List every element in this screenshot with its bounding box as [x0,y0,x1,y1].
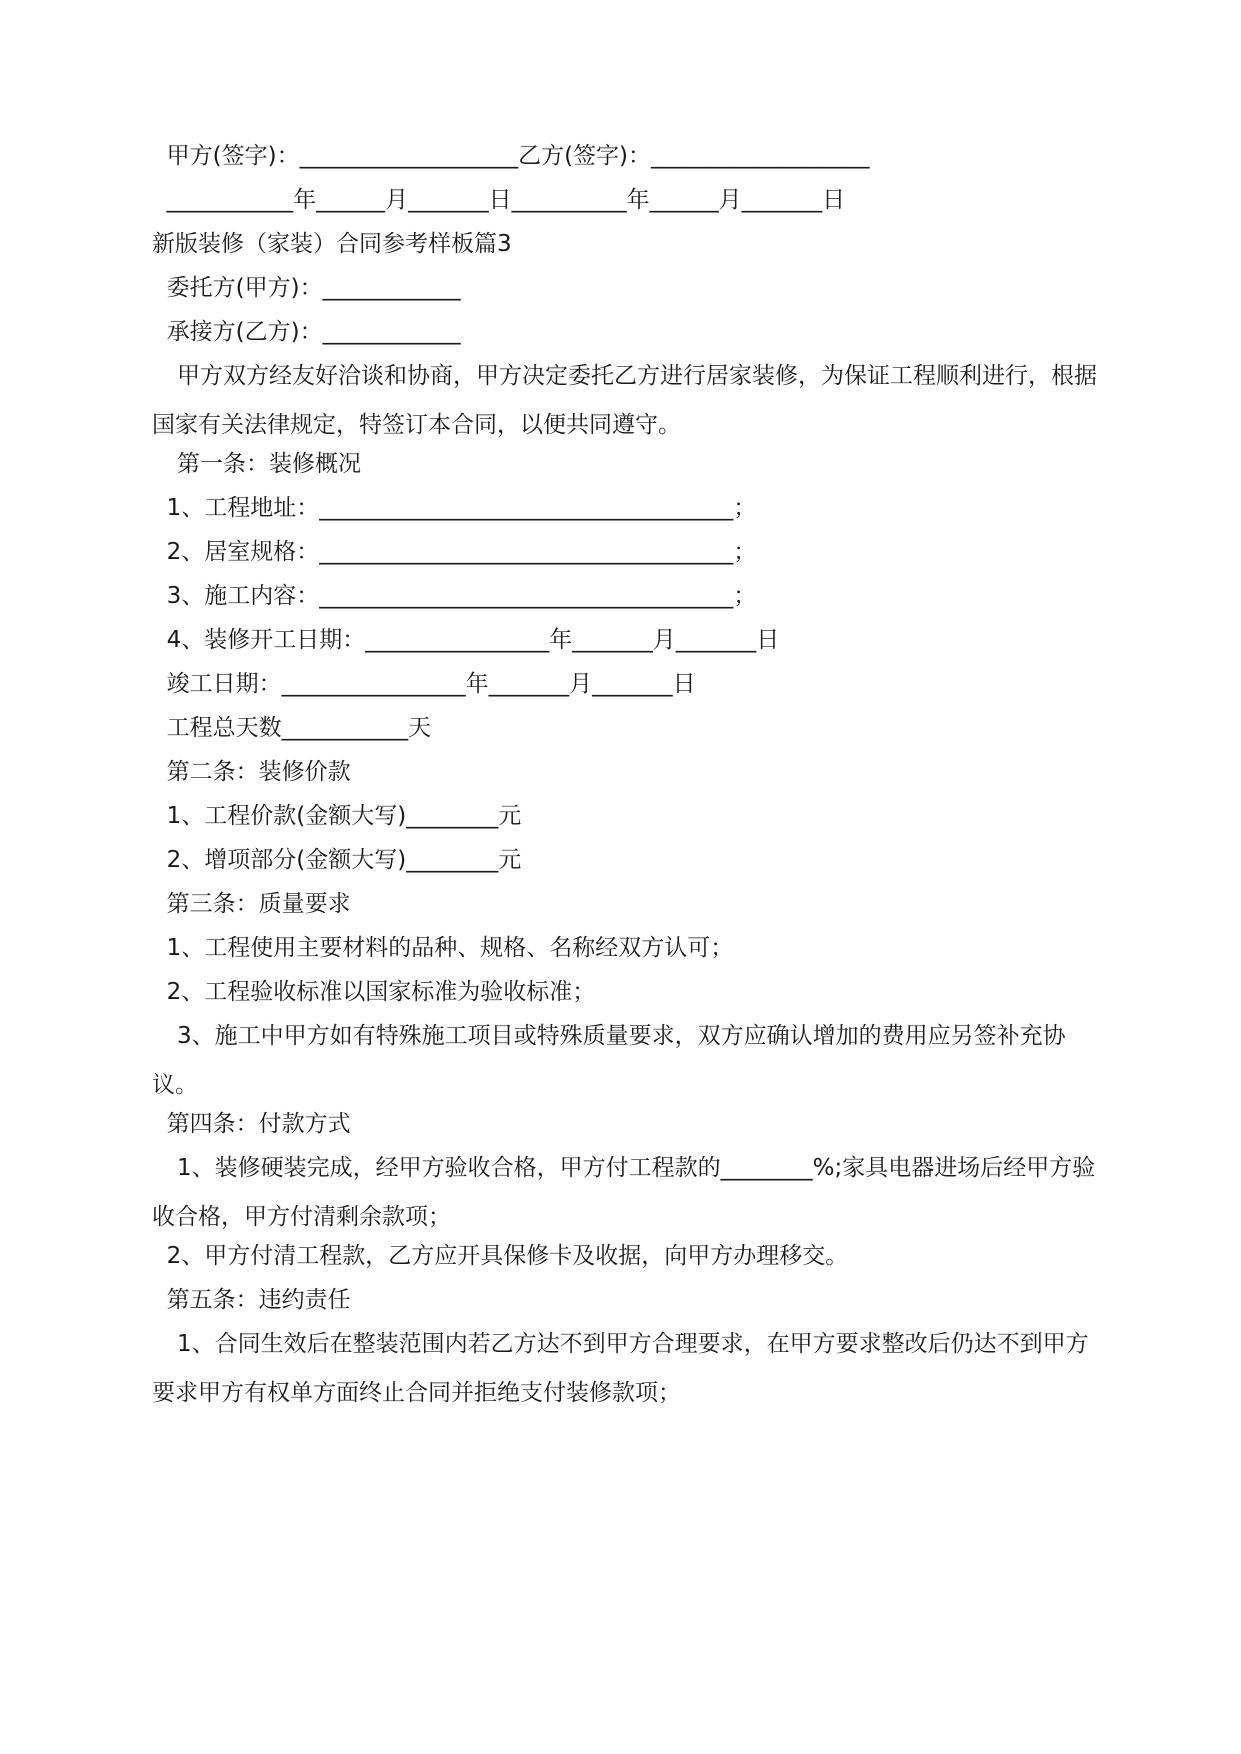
payment-item-2: 2、甲方付清工程款，乙方应开具保修卡及收据，向甲方办理移交。 [152,1243,849,1269]
article-four-heading: 第四条：付款方式 [152,1111,351,1137]
article-five-heading: 第五条：违约责任 [152,1287,351,1313]
section-title: 新版装修（家装）合同参考样板篇3 [152,231,512,257]
client-field: 委托方(甲方)：____________ [152,275,461,301]
article-three-heading: 第三条：质量要求 [152,891,351,917]
project-address: 1、工程地址：____________________________________； [152,495,757,521]
intro-paragraph: 甲方双方经友好洽谈和协商，甲方决定委托乙方进行居家装修，为保证工程顺利进行，根据国家有关法律规定，特签订本合同，以便共同遵守。 [152,363,1097,438]
extra-items-price: 2、增项部分(金额大写)________元 [152,847,522,873]
article-two-heading: 第二条：装修价款 [152,759,351,785]
liability-item-1: 1、合同生效后在整装范围内若乙方达不到甲方合理要求，在甲方要求整改后仍达不到甲方要求甲方有权单方面终止合同并拒绝支付装修款项； [152,1331,1089,1406]
article-one-heading: 第一条：装修概况 [177,451,361,477]
total-days: 工程总天数___________天 [152,715,432,741]
project-price: 1、工程价款(金额大写)________元 [152,803,522,829]
completion-date: 竣工日期：________________年_______月_______日 [152,671,696,697]
date-line: ___________年______月_______日__________年______月_______日 [152,187,846,213]
signature-line: 甲方(签字)：___________________乙方(签字)：___________________ [152,143,870,169]
quality-item-1: 1、工程使用主要材料的品种、规格、名称经双方认可； [152,935,734,961]
quality-item-2: 2、工程验收标准以国家标准为验收标准； [152,979,596,1005]
start-date: 4、装修开工日期：________________年_______月_______日 [152,627,780,653]
work-content: 3、施工内容：____________________________________； [152,583,757,609]
payment-item-1: 1、装修硬装完成，经甲方验收合格，甲方付工程款的________%;家具电器进场后经甲方验收合格，甲方付清剩余款项； [152,1155,1096,1230]
room-spec: 2、居室规格：____________________________________； [152,539,757,565]
contractor-field: 承接方(乙方)：____________ [152,319,461,345]
quality-item-3: 3、施工中甲方如有特殊施工项目或特殊质量要求，双方应确认增加的费用应另签补充协议。 [152,1023,1066,1098]
